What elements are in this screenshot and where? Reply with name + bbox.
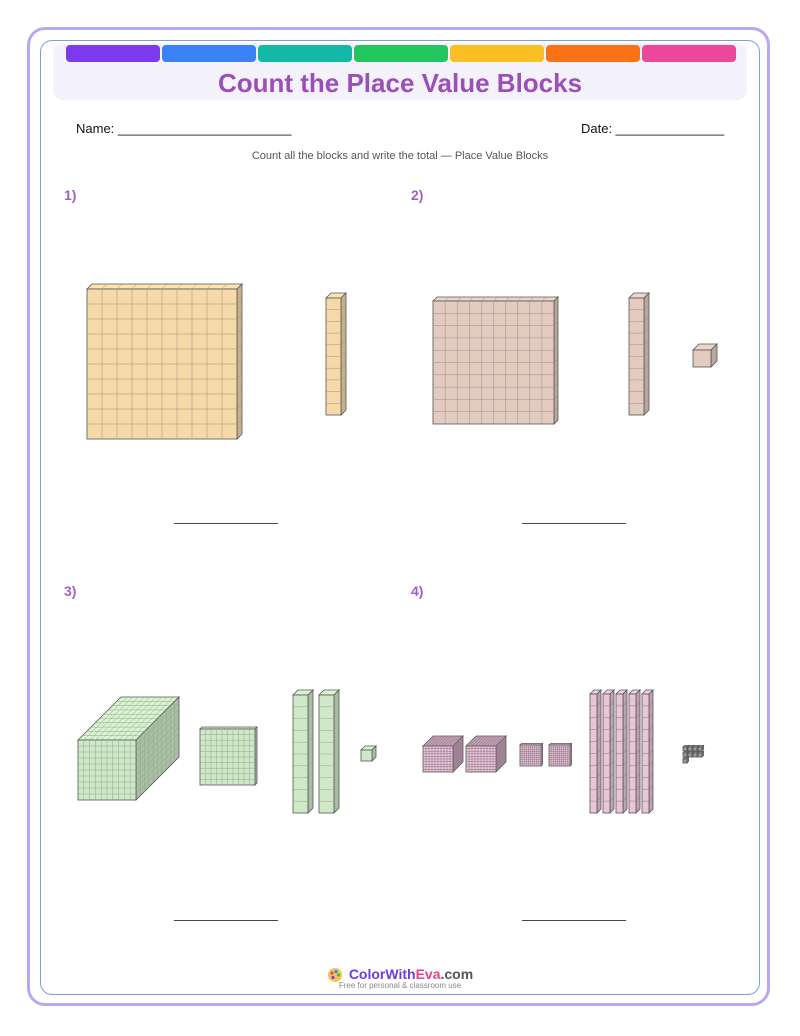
one-cube xyxy=(361,746,376,761)
hundred-flat xyxy=(520,744,543,767)
ten-rod xyxy=(629,293,649,415)
date-field[interactable]: Date: _______________ xyxy=(581,121,725,136)
ten-rod xyxy=(629,690,640,813)
name-field[interactable]: Name: ________________________ xyxy=(76,121,292,136)
one-cube xyxy=(698,746,704,752)
problem-4-number: 4) xyxy=(411,583,424,599)
ten-rod xyxy=(603,690,614,813)
brand-domain: .com xyxy=(440,966,474,982)
hundred-flat xyxy=(200,727,257,785)
hundred-flat xyxy=(87,284,242,439)
ten-rod xyxy=(293,690,313,813)
problem-2-number: 2) xyxy=(411,187,424,203)
problem-2-blocks xyxy=(433,293,717,424)
footer-tagline: Free for personal & classroom use xyxy=(338,981,462,991)
problem-1-number: 1) xyxy=(64,187,77,203)
one-cube xyxy=(693,344,717,367)
page-title: Count the Place Value Blocks xyxy=(217,68,583,98)
brand-eva: Eva xyxy=(415,966,441,982)
one-cube xyxy=(698,752,704,758)
brand-with: With xyxy=(385,966,416,982)
ten-rod xyxy=(642,690,653,813)
one-cube xyxy=(683,758,689,764)
hundred-flat xyxy=(549,744,572,767)
ten-rod xyxy=(326,293,346,415)
instructions: Count all the blocks and write the total — Place Value Blocks xyxy=(251,150,549,162)
thousand-cube xyxy=(423,736,463,772)
thousand-cube xyxy=(466,736,506,772)
hundred-flat xyxy=(433,297,558,424)
problem-1-blocks xyxy=(87,284,346,439)
problem-4-blocks xyxy=(423,690,704,813)
footer xyxy=(0,966,800,990)
problem-3-blocks xyxy=(78,690,376,813)
ten-rod xyxy=(319,690,339,813)
thousand-cube xyxy=(78,697,179,800)
ten-rod xyxy=(616,690,627,813)
ten-rod xyxy=(590,690,601,813)
brand-color: Color xyxy=(348,966,386,982)
problem-3-number: 3) xyxy=(64,583,77,599)
